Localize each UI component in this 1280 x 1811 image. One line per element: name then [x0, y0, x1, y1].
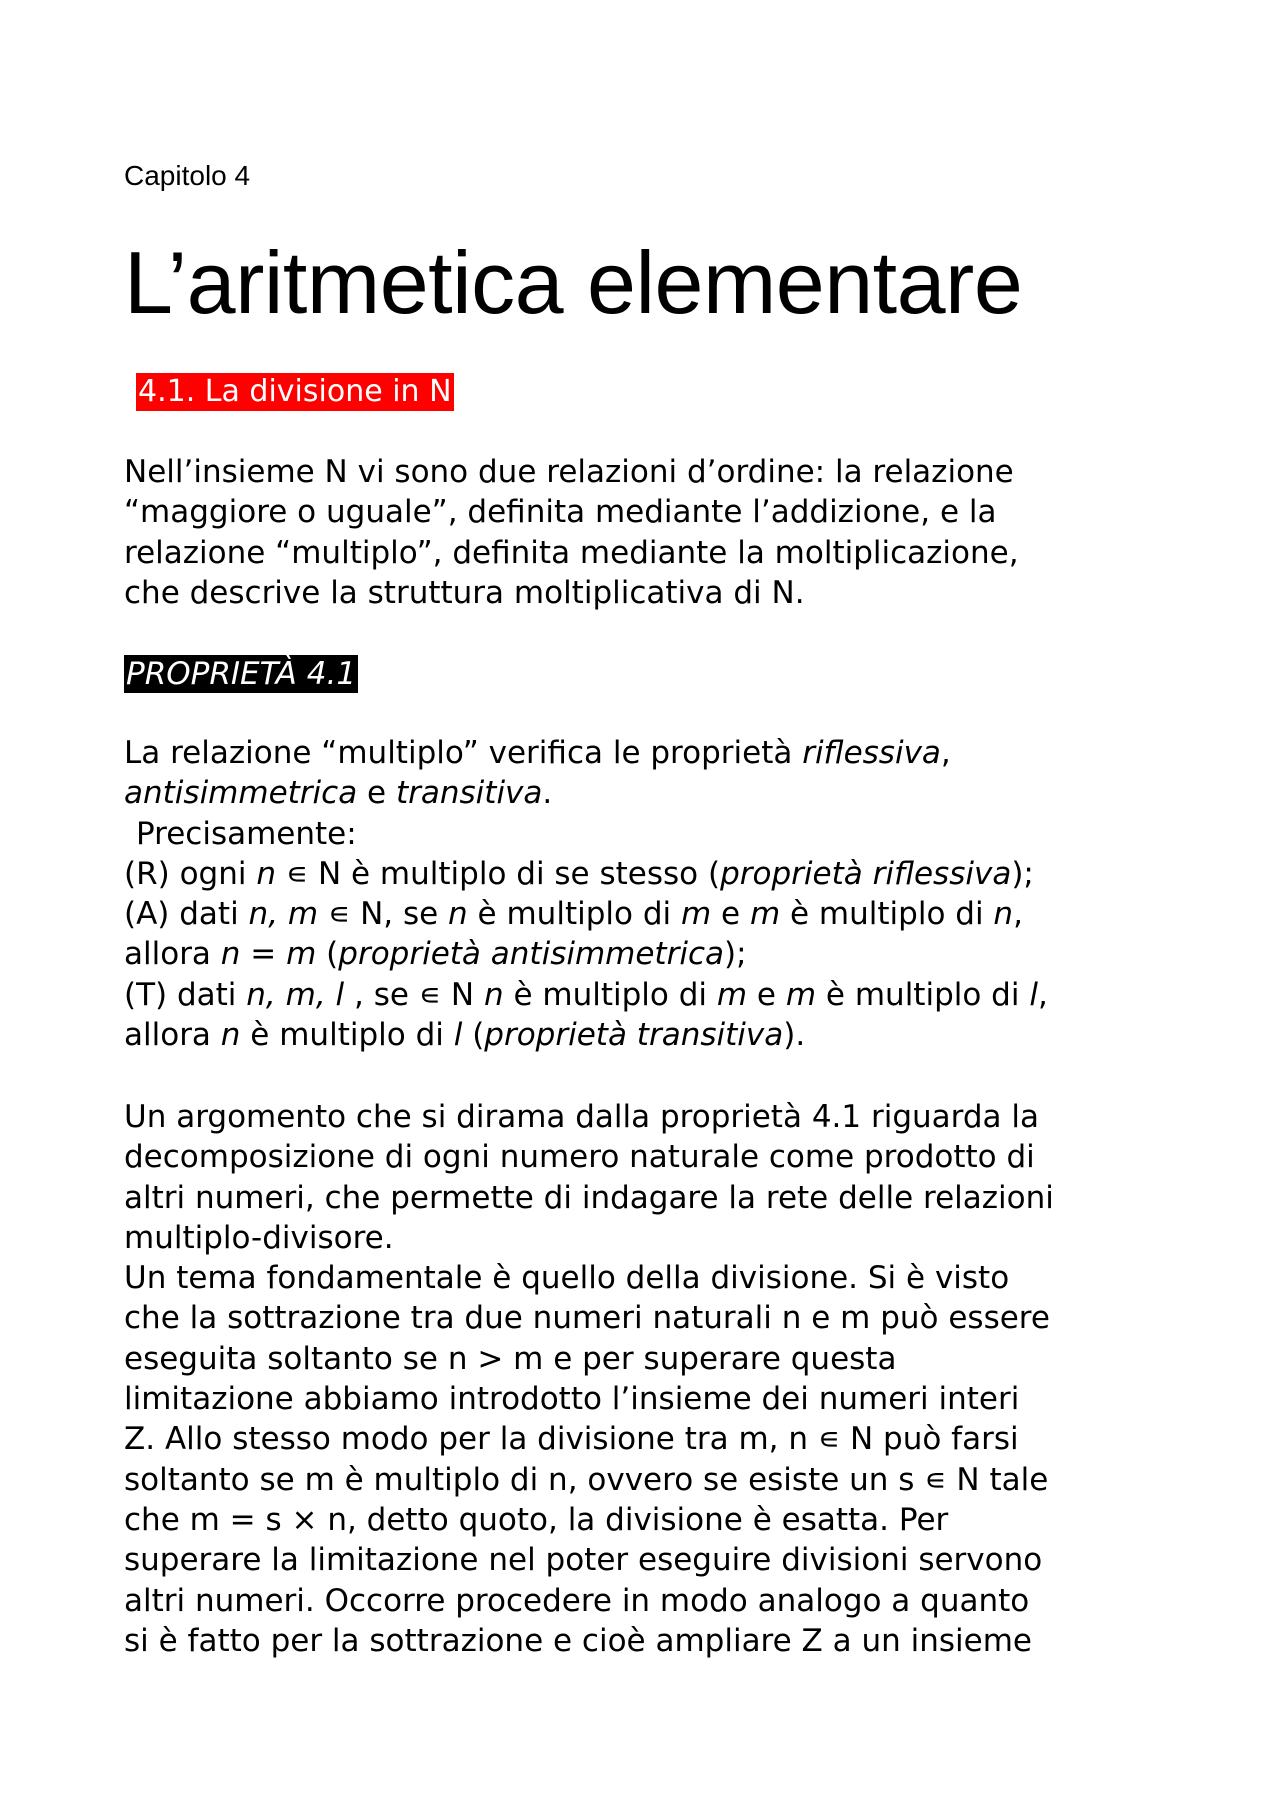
text-span: è multiplo di: [240, 1017, 454, 1054]
rule-a: [124, 894, 1184, 934]
var-italic: n: [256, 855, 276, 892]
text-span: , se ∊ N: [344, 976, 484, 1013]
section-heading: 4.1. La divisione in N: [138, 374, 452, 409]
text-span: ,: [940, 735, 951, 771]
body-line: Un tema fondamentale è quello della divisione. Si è visto: [124, 1260, 1010, 1297]
body-line: soltanto se m è multiplo di n, ovvero se esiste un s ∊ N tale: [124, 1461, 1049, 1498]
body-line: che la sottrazione tra due numeri naturali n e m può essere: [124, 1300, 1050, 1337]
body-line: decomposizione di ogni numero naturale come prodotto di: [124, 1139, 1035, 1176]
text-span: (R) ogni: [124, 855, 257, 892]
intro-line: “maggiore o uguale”, definita mediante l’addizione, e la: [124, 494, 997, 531]
var-italic: n = m: [220, 936, 317, 973]
precisely-line: Precisamente:: [136, 815, 357, 852]
chapter-label: Capitolo 4: [124, 160, 251, 191]
var-italic: l: [1029, 976, 1038, 1013]
text-span: allora: [124, 936, 221, 973]
var-italic: n: [483, 976, 504, 1013]
text-span: e: [747, 976, 786, 1013]
body-line: che m = s × n, detto quoto, la divisione è esatta. Per: [124, 1501, 949, 1538]
var-italic: n: [993, 896, 1014, 933]
rule-t: [124, 975, 1184, 1015]
text-span: e: [357, 775, 396, 812]
var-italic: n: [448, 896, 468, 933]
var-italic: n: [220, 1017, 241, 1054]
body-line: superare la limitazione nel poter eseguire divisioni servono: [124, 1542, 1043, 1579]
text-span: );: [723, 936, 747, 973]
term-italic: proprietà antisimmetrica: [338, 936, 724, 973]
property-statement: [124, 733, 1184, 1055]
rule-a-cont: [124, 934, 1184, 974]
term-italic: proprietà riflessiva: [720, 855, 1012, 892]
var-italic: l: [453, 1017, 463, 1054]
chapter-title: L’aritmetica elementare: [124, 233, 1023, 332]
term-italic: riflessiva: [802, 735, 941, 771]
intro-line: Nell’insieme N vi sono due relazioni d’ordine: la relazione: [124, 454, 1014, 490]
rule-r: [124, 854, 1184, 894]
text-span: ∊ N è multiplo di se stesso (: [276, 855, 721, 892]
text-span: è multiplo di: [503, 976, 717, 1013]
text-span: );: [1011, 855, 1034, 892]
text-span: è multiplo di: [467, 896, 681, 933]
var-italic: n, m: [248, 896, 319, 933]
discussion-paragraph: [124, 1097, 1184, 1661]
text-span: è multiplo di: [816, 976, 1030, 1013]
property-line: [124, 773, 1184, 813]
text-span: .: [542, 775, 553, 812]
intro-line: che descrive la struttura moltiplicativa di N.: [124, 574, 805, 611]
body-line: si è fatto per la sottrazione e cioè ampliare Z a un insieme: [124, 1622, 1033, 1659]
intro-line: relazione “multiplo”, definita mediante la moltiplicazione,: [124, 534, 1019, 571]
text-span: (T) dati: [124, 976, 247, 1013]
text-span: ,: [1013, 896, 1023, 933]
text-span: è multiplo di: [780, 896, 994, 933]
body-line: Un argomento che si dirama dalla proprietà 4.1 riguarda la: [124, 1099, 1039, 1135]
text-span: La relazione “multiplo” verifica le proprietà: [124, 735, 803, 771]
body-line: altri numeri, che permette di indagare la rete delle relazioni: [124, 1179, 1054, 1216]
var-italic: m: [785, 976, 817, 1013]
body-line: multiplo-divisore.: [124, 1219, 394, 1256]
text-span: ).: [783, 1017, 806, 1054]
text-span: (A) dati: [124, 896, 249, 933]
var-italic: n, m, l: [246, 976, 345, 1013]
var-italic: m: [716, 976, 748, 1013]
term-italic: proprietà transitiva: [484, 1017, 784, 1054]
var-italic: m: [680, 896, 712, 933]
rule-t-cont: [124, 1015, 1184, 1055]
body-line: eseguita soltanto se n > m e per superare questa: [124, 1340, 897, 1377]
body-line: limitazione abbiamo introdotto l’insieme dei numeri interi: [124, 1381, 1020, 1418]
property-label: PROPRIETÀ 4.1: [126, 656, 357, 692]
text-span: (: [316, 936, 339, 973]
term-italic: antisimmetrica: [124, 775, 358, 812]
text-span: ∊ N, se: [318, 896, 449, 933]
var-italic: m: [749, 896, 781, 933]
text-span: (: [462, 1017, 485, 1054]
text-span: allora: [124, 1017, 221, 1054]
property-line: [124, 733, 1184, 773]
term-italic: transitiva: [395, 775, 543, 812]
text-span: ,: [1037, 976, 1048, 1013]
body-line: Z. Allo stesso modo per la divisione tra m, n ∊ N può farsi: [124, 1421, 1019, 1458]
intro-paragraph: [124, 452, 1184, 613]
text-span: e: [711, 896, 750, 933]
body-line: altri numeri. Occorre procedere in modo analogo a quanto: [124, 1582, 1030, 1619]
